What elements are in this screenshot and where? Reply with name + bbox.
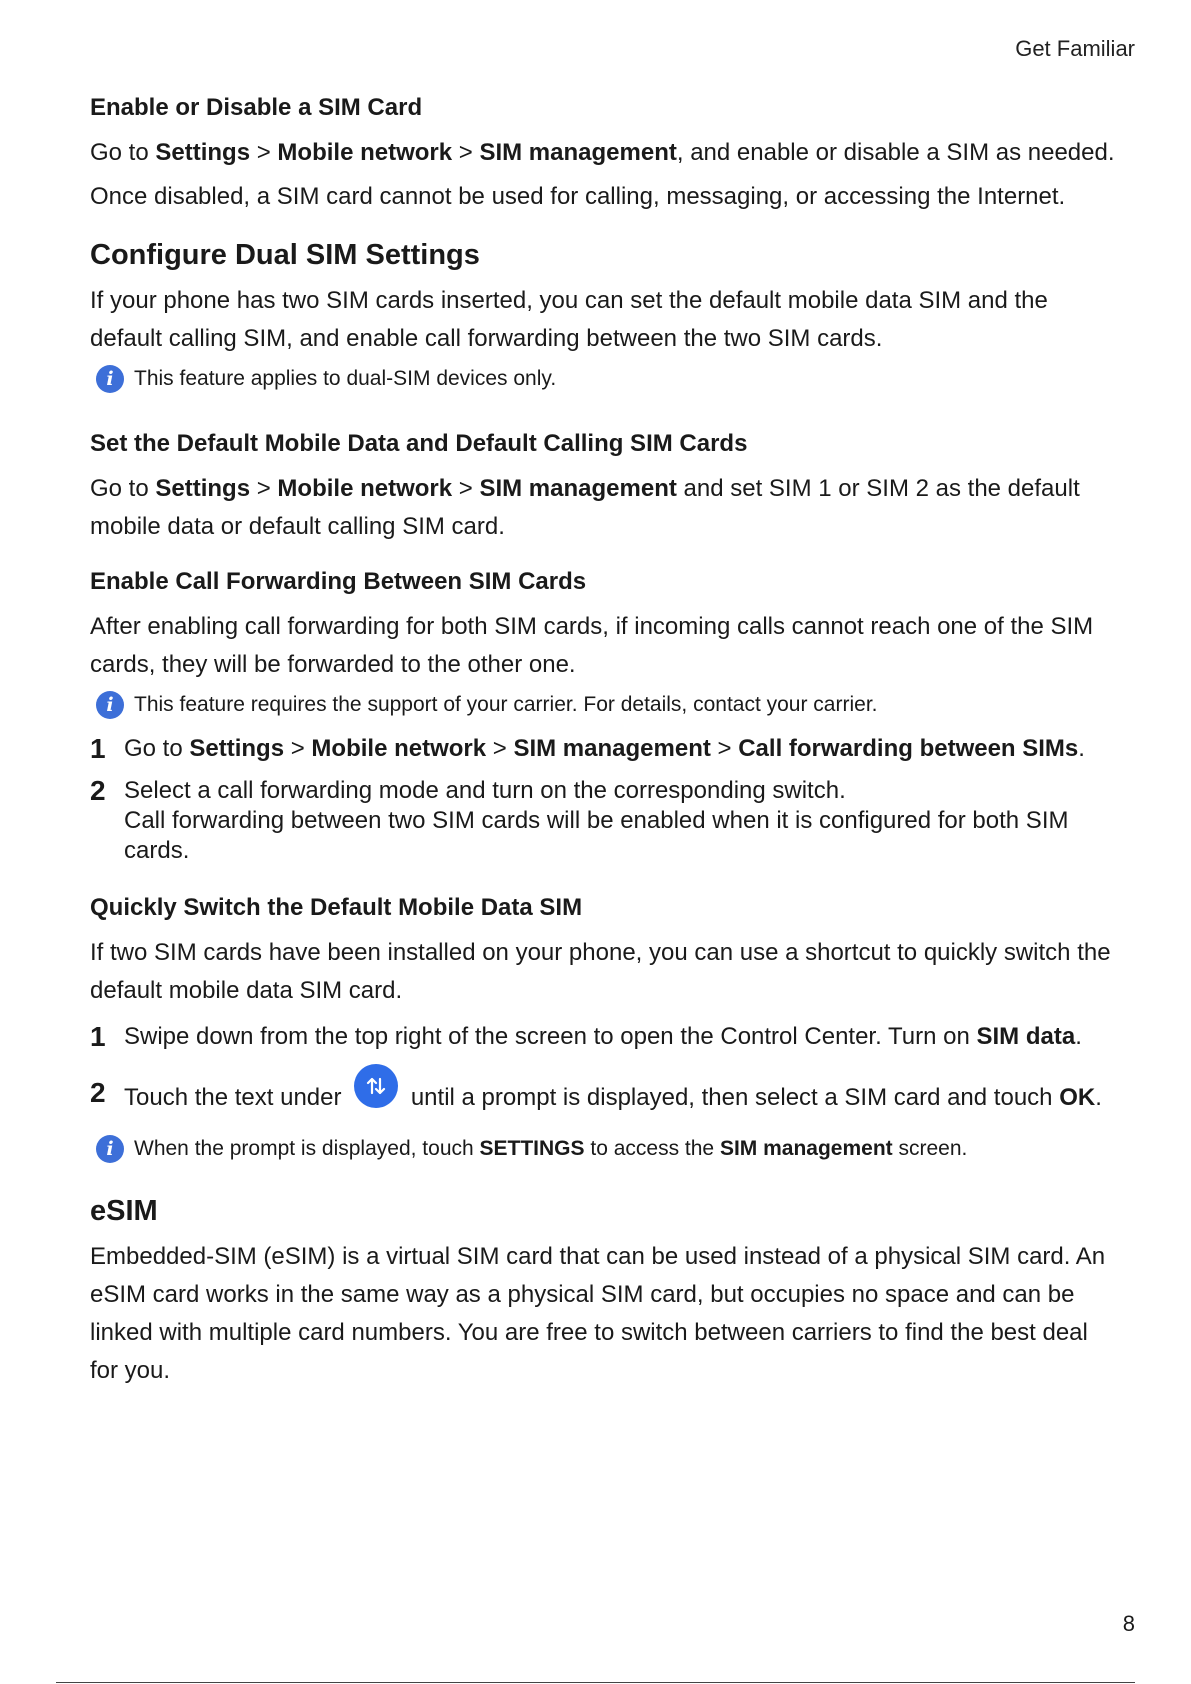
separator: >: [284, 735, 312, 762]
separator: >: [710, 735, 739, 762]
text: .: [1078, 735, 1085, 762]
info-note: [96, 364, 1120, 394]
step-item: [90, 734, 1120, 764]
text: and set SIM 1 or SIM 2 as the default mobile data or default calling SIM card.: [90, 475, 1080, 540]
separator: >: [452, 475, 480, 502]
mobile-network-label: Mobile network: [311, 735, 487, 762]
info-note: [96, 690, 1120, 720]
section-header: Get Familiar: [1015, 36, 1135, 61]
step-item: [90, 1022, 1120, 1052]
settings-caps-label: SETTINGS: [479, 1137, 585, 1160]
mobile-network-label: Mobile network: [277, 139, 453, 166]
paragraph: Once disabled, a SIM card cannot be used for calling, messaging, or accessing the Internet.: [90, 183, 1066, 210]
settings-label: Settings: [155, 475, 251, 502]
step-number: 2: [90, 775, 106, 806]
paragraph: After enabling call forwarding for both SIM cards, if incoming calls cannot reach one of the SIM cards, they will be forwarded to the other one.: [90, 613, 1094, 678]
step-line: Select a call forwarding mode and turn on the corresponding switch.: [124, 777, 846, 804]
step-line: Call forwarding between two SIM cards will be enabled when it is configured for both SIM cards.: [124, 807, 1069, 864]
sim-management-label: SIM management: [513, 735, 711, 762]
call-forwarding-label: Call forwarding between SIMs: [738, 735, 1079, 762]
separator: >: [250, 139, 278, 166]
separator: >: [250, 475, 278, 502]
note-text: [134, 1134, 967, 1164]
paragraph: If two SIM cards have been installed on your phone, you can use a shortcut to quickly switch the default mobile data SIM card.: [90, 939, 1111, 1004]
mobile-network-label: Mobile network: [277, 475, 453, 502]
heading-call-forwarding: Enable Call Forwarding Between SIM Cards: [90, 568, 587, 595]
info-icon: i: [96, 1135, 124, 1163]
text: until a prompt is displayed, then select a SIM card and touch: [404, 1084, 1060, 1111]
text: .: [1095, 1084, 1102, 1111]
sim-data-label: SIM data: [976, 1023, 1076, 1050]
separator: >: [486, 735, 514, 762]
paragraph: If your phone has two SIM cards inserted, you can set the default mobile data SIM and the default calling SIM, and enable call forwarding between the two SIM cards.: [90, 287, 1048, 352]
note-text: This feature applies to dual-SIM devices only.: [134, 367, 557, 390]
heading-configure-dual-sim: Configure Dual SIM Settings: [90, 239, 480, 271]
settings-label: Settings: [189, 735, 285, 762]
heading-enable-disable-sim: Enable or Disable a SIM Card: [90, 94, 423, 121]
step-number: 1: [90, 733, 106, 764]
heading-default-sim-cards: Set the Default Mobile Data and Default Calling SIM Cards: [90, 430, 748, 457]
step-text: [124, 1022, 1120, 1052]
text: Go to: [90, 475, 156, 502]
sim-management-label: SIM management: [479, 139, 677, 166]
note-text: This feature requires the support of your carrier. For details, contact your carrier.: [134, 693, 878, 716]
sim-management-label: SIM management: [479, 475, 677, 502]
paragraph: [90, 134, 1120, 172]
step-text: [124, 734, 1120, 764]
paragraph: [90, 470, 1120, 546]
text: , and enable or disable a SIM as needed.: [676, 139, 1115, 166]
text: Go to: [90, 139, 156, 166]
step-item: [90, 776, 1120, 866]
ok-label: OK: [1059, 1084, 1096, 1111]
sim-management-label: SIM management: [719, 1137, 893, 1160]
footer-divider: [56, 1682, 1135, 1683]
info-note: [96, 1134, 1120, 1164]
mobile-data-icon: [354, 1064, 398, 1108]
heading-quick-switch: Quickly Switch the Default Mobile Data SIM: [90, 894, 583, 921]
step-text: [124, 1078, 1120, 1122]
text: .: [1075, 1023, 1082, 1050]
step-number: 2: [90, 1077, 106, 1108]
info-icon: i: [96, 365, 124, 393]
separator: >: [452, 139, 480, 166]
info-icon: i: [96, 691, 124, 719]
text: Swipe down from the top right of the screen to open the Control Center. Turn on: [124, 1023, 977, 1050]
step-text: [124, 776, 1120, 866]
page-number: 8: [1122, 1611, 1135, 1636]
paragraph: Embedded-SIM (eSIM) is a virtual SIM card that can be used instead of a physical SIM card. An eSIM card works in the same way as a physical SIM card, but occupies no space and can be linked with multiple card numbers. You are free to switch between carriers to find the best deal for you.: [90, 1243, 1106, 1384]
text: Touch the text under: [124, 1084, 349, 1111]
text: Go to: [124, 735, 190, 762]
heading-esim: eSIM: [90, 1195, 158, 1227]
settings-label: Settings: [155, 139, 251, 166]
step-number: 1: [90, 1021, 106, 1052]
page-content: [90, 92, 1120, 1396]
text: to access the: [584, 1137, 720, 1160]
text: screen.: [892, 1137, 968, 1160]
text: When the prompt is displayed, touch: [134, 1137, 480, 1160]
step-item: [90, 1078, 1120, 1122]
